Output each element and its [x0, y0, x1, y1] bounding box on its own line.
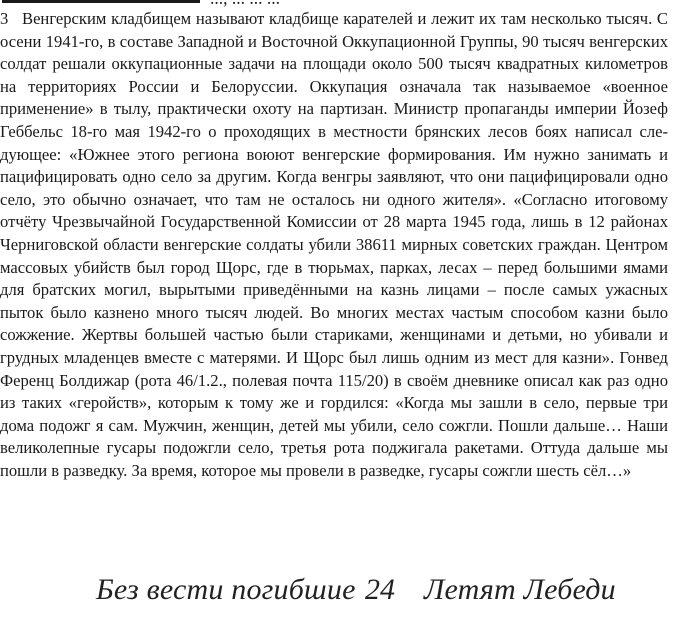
- page-footer: [0, 568, 700, 612]
- footnote-separator-rule: [2, 0, 200, 3]
- footnote: [0, 8, 668, 482]
- footnote-number: 3: [0, 9, 9, 28]
- footnote-text: Венгерским кладбищем называют кладбище карателей и лежит их там несколько тысяч. С осени 1941-го, в составе Западной и Восточной Оккупационной Группы, 90 тысяч венгерских солдат решали оккупационные задачи на площади около 500 тысяч квадратных километров на территориях России и Белоруссии. Оккупация означала так называемое «военное применение» в тылу, практически охоту на партизан. Министр пропаганды империи Йозеф Геббельс 18-го мая 1942-го о проходящих в местности брянских лесов боях написал следующее: «Южнее этого региона воюют венгерские формирования. Им нужно занимать и пацифицировать одно село за другим. Когда венгры заявляют, что они пацифицировали одно село, это обычно означает, что там не осталось ни одного жителя». «Согласно итоговому отчёту Чрезвычайной Государственной Комиссии от 28 марта 1945 года, лишь в 12 районах Черниговской области венгерские солдаты убили 38611 мирных советских граждан. Центром массовых убийств был город Щорс, где в тюрьмах, парках, лесах – перед большими ямами для братских могил, вырытыми приведёнными на казнь лицами – после самых ужасных пыток было казнено много тысяч людей. Во многих местах частым способом казни было сожжение. Жертвы большей частью были стариками, женщинами и детьми, но убивали и грудных младенцев вместе с матерями. И Щорс был лишь одним из мест для казни». Гонвед Ференц Болдижар (рота 46/1.2., полевая почта 115/20) в своём дневнике описал как раз одно из таких «геройств», которым к тому же и гордился: «Когда мы зашли в село, первые три дома подожг я сам. Мужчин, женщин, детей мы убили, село сожгли. Пошли дальше… Наши великолепные гусары подожгли село, третья рота поджигала ракетами. Оттуда дальше мы пошли в разведку. За время, которое мы провели в разведке, гусары сожгли шесть сёл…»: [0, 9, 668, 480]
- page-number: 24: [365, 573, 395, 606]
- footer-section-title: Летят Лебеди: [424, 573, 616, 606]
- footer-book-title: Без вести погибшие: [96, 573, 356, 606]
